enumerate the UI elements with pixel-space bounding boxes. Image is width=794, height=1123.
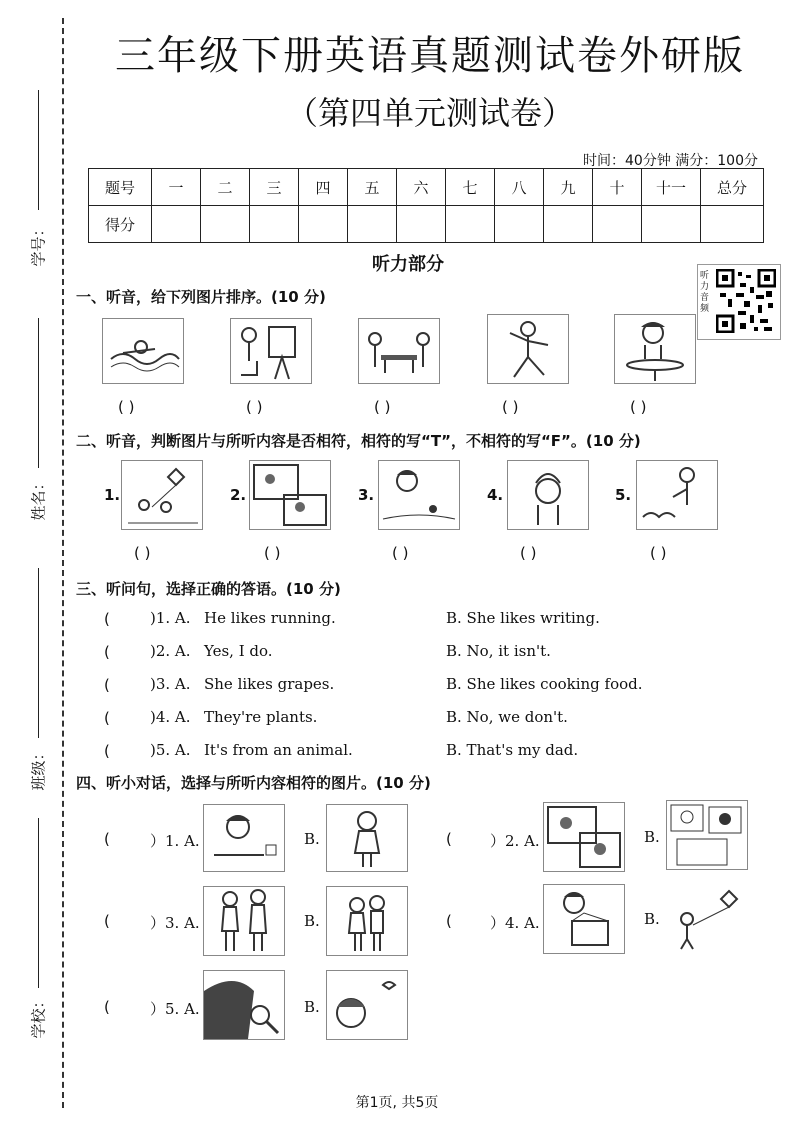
question-number: )2. A. bbox=[150, 642, 191, 660]
answer-blank[interactable]: ( bbox=[446, 830, 452, 848]
table-cell: 题号 bbox=[89, 169, 152, 206]
option-b[interactable]: B. She likes writing. bbox=[446, 609, 600, 627]
option-a[interactable]: Yes, I do. bbox=[204, 642, 273, 660]
score-input-cell[interactable] bbox=[446, 206, 495, 243]
opera-mask-icon bbox=[508, 461, 588, 529]
section-1-heading: 一、听音，给下列图片排序。(10 分) bbox=[76, 288, 326, 306]
table-cell: 二 bbox=[201, 169, 250, 206]
option-b-label: B. bbox=[304, 912, 320, 930]
section-4-heading: 四、听小对话，选择与所听内容相符的图片。(10 分) bbox=[76, 774, 431, 792]
table-cell: 得分 bbox=[89, 206, 152, 243]
school-line bbox=[38, 818, 39, 988]
name-label: 姓名： bbox=[29, 475, 48, 521]
score-input-cell[interactable] bbox=[201, 206, 250, 243]
qr-code[interactable] bbox=[697, 264, 781, 340]
picture-kite-kids bbox=[121, 460, 203, 530]
question-number: ）3. A. bbox=[150, 914, 200, 932]
question-number: ）5. A. bbox=[150, 1000, 200, 1018]
table-cell: 一 bbox=[152, 169, 201, 206]
answer-blank[interactable]: ( ) bbox=[374, 398, 391, 416]
question-number: )5. A. bbox=[150, 741, 191, 759]
answer-blank[interactable]: ( ) bbox=[630, 398, 647, 416]
name-line bbox=[38, 318, 39, 468]
class-line bbox=[38, 568, 39, 738]
score-table-score-row bbox=[89, 206, 764, 243]
answer-blank[interactable]: ( bbox=[104, 643, 110, 661]
page-title: 三年级下册英语真题测试卷外研版 bbox=[115, 33, 745, 79]
boy-box-icon bbox=[544, 885, 624, 953]
time-info: 时间：40分钟 满分：100分 bbox=[583, 153, 758, 169]
option-a[interactable]: They're plants. bbox=[204, 708, 318, 726]
score-input-cell[interactable] bbox=[348, 206, 397, 243]
girl-singing-icon bbox=[327, 805, 407, 871]
option-b-picture[interactable] bbox=[326, 804, 408, 872]
option-a-picture[interactable] bbox=[203, 804, 285, 872]
woman-magnifier-icon bbox=[204, 971, 284, 1039]
option-b-picture[interactable] bbox=[666, 800, 748, 870]
answer-blank[interactable]: ( bbox=[104, 676, 110, 694]
item-number: 2. bbox=[230, 486, 247, 504]
answer-blank[interactable]: ( bbox=[104, 709, 110, 727]
question-number: )1. A. bbox=[150, 609, 191, 627]
answer-blank[interactable]: ( bbox=[104, 912, 110, 930]
qr-label: 听力音频 bbox=[700, 271, 710, 314]
taiji-icon bbox=[488, 315, 568, 383]
picture-boy-bug bbox=[378, 460, 460, 530]
item-number: 3. bbox=[358, 486, 375, 504]
answer-blank[interactable]: ( ) bbox=[502, 398, 519, 416]
score-input-cell[interactable] bbox=[642, 206, 701, 243]
answer-blank[interactable]: ( ) bbox=[520, 544, 537, 562]
table-cell: 八 bbox=[495, 169, 544, 206]
question-number: ）1. A. bbox=[150, 832, 200, 850]
option-b-picture[interactable] bbox=[326, 886, 408, 956]
animal-photos-icon bbox=[667, 801, 747, 869]
picture-drawing bbox=[230, 318, 312, 384]
binding-dashed-line bbox=[62, 18, 64, 1108]
family-photos-icon bbox=[544, 803, 624, 871]
option-a-picture[interactable] bbox=[203, 970, 285, 1040]
two-kids-icon bbox=[327, 887, 407, 955]
score-input-cell[interactable] bbox=[299, 206, 348, 243]
option-a-picture[interactable] bbox=[203, 886, 285, 956]
listening-heading: 听力部分 bbox=[372, 254, 444, 275]
table-cell: 四 bbox=[299, 169, 348, 206]
option-a-picture[interactable] bbox=[543, 884, 625, 954]
option-a-picture[interactable] bbox=[543, 802, 625, 872]
score-input-cell[interactable] bbox=[250, 206, 299, 243]
score-input-cell[interactable] bbox=[544, 206, 593, 243]
option-b-label: B. bbox=[304, 830, 320, 848]
item-number: 4. bbox=[487, 486, 504, 504]
option-b[interactable]: B. She likes cooking food. bbox=[446, 675, 643, 693]
question-number: )4. A. bbox=[150, 708, 191, 726]
item-number: 5. bbox=[615, 486, 632, 504]
picture-swimming bbox=[102, 318, 184, 384]
section-3-heading: 三、听问句，选择正确的答语。(10 分) bbox=[76, 580, 341, 598]
option-b[interactable]: B. No, we don't. bbox=[446, 708, 568, 726]
girl-writing-icon bbox=[204, 805, 284, 871]
ping-pong-icon bbox=[359, 319, 439, 383]
school-label: 学校： bbox=[29, 993, 48, 1039]
answer-blank[interactable]: ( ) bbox=[134, 544, 151, 562]
score-input-cell[interactable] bbox=[701, 206, 764, 243]
answer-blank[interactable]: ( ) bbox=[392, 544, 409, 562]
gardener-icon bbox=[637, 461, 717, 529]
option-b[interactable]: B. No, it isn't. bbox=[446, 642, 551, 660]
photos-icon bbox=[250, 461, 330, 529]
page-subtitle: （第四单元测试卷） bbox=[285, 94, 574, 132]
option-a[interactable]: She likes grapes. bbox=[204, 675, 335, 693]
drawing-icon bbox=[231, 319, 311, 383]
score-table-header-row bbox=[89, 169, 764, 206]
table-cell: 总分 bbox=[701, 169, 764, 206]
qr-code-icon bbox=[716, 269, 776, 333]
option-b-label: B. bbox=[644, 828, 660, 846]
class-label: 班级： bbox=[29, 745, 48, 791]
two-adults-icon bbox=[204, 887, 284, 955]
boy-table-icon bbox=[615, 315, 695, 383]
option-b[interactable]: B. That's my dad. bbox=[446, 741, 579, 759]
answer-blank[interactable]: ( ) bbox=[118, 398, 135, 416]
boy-kite-icon bbox=[667, 885, 747, 953]
score-input-cell[interactable] bbox=[593, 206, 642, 243]
answer-blank[interactable]: ( ) bbox=[650, 544, 667, 562]
picture-taiji bbox=[487, 314, 569, 384]
picture-ping-pong bbox=[358, 318, 440, 384]
table-cell: 十一 bbox=[642, 169, 701, 206]
picture-photos bbox=[249, 460, 331, 530]
section-2-heading: 二、听音，判断图片与所听内容是否相符，相符的写“T”，不相符的写“F”。(10 分) bbox=[76, 432, 641, 450]
kite-kids-icon bbox=[122, 461, 202, 529]
score-input-cell[interactable] bbox=[152, 206, 201, 243]
option-a[interactable]: He likes running. bbox=[204, 609, 336, 627]
item-number: 1. bbox=[104, 486, 121, 504]
score-input-cell[interactable] bbox=[397, 206, 446, 243]
score-table bbox=[88, 168, 764, 243]
table-cell: 三 bbox=[250, 169, 299, 206]
picture-boy-at-table bbox=[614, 314, 696, 384]
answer-blank[interactable]: ( ) bbox=[264, 544, 281, 562]
option-a[interactable]: It's from an animal. bbox=[204, 741, 353, 759]
boy-bug-icon bbox=[379, 461, 459, 529]
option-b-picture[interactable] bbox=[326, 970, 408, 1040]
table-cell: 五 bbox=[348, 169, 397, 206]
answer-blank[interactable]: ( bbox=[104, 610, 110, 628]
answer-blank[interactable]: ( bbox=[104, 742, 110, 760]
table-cell: 七 bbox=[446, 169, 495, 206]
table-cell: 十 bbox=[593, 169, 642, 206]
student-no-line bbox=[38, 90, 39, 210]
table-cell: 九 bbox=[544, 169, 593, 206]
answer-blank[interactable]: ( bbox=[446, 912, 452, 930]
question-number: ）2. A. bbox=[490, 832, 540, 850]
picture-gardener bbox=[636, 460, 718, 530]
girl-bird-icon bbox=[327, 971, 407, 1039]
answer-blank[interactable]: ( ) bbox=[246, 398, 263, 416]
option-b-picture[interactable] bbox=[666, 884, 748, 954]
swimming-icon bbox=[103, 319, 183, 383]
option-b-label: B. bbox=[644, 910, 660, 928]
question-number: )3. A. bbox=[150, 675, 191, 693]
option-b-label: B. bbox=[304, 998, 320, 1016]
page-footer: 第1页, 共5页 bbox=[355, 1095, 439, 1111]
score-input-cell[interactable] bbox=[495, 206, 544, 243]
answer-blank[interactable]: ( bbox=[104, 998, 110, 1016]
picture-opera bbox=[507, 460, 589, 530]
question-number: ）4. A. bbox=[490, 914, 540, 932]
table-cell: 六 bbox=[397, 169, 446, 206]
student-no-label: 学号： bbox=[29, 221, 48, 267]
answer-blank[interactable]: ( bbox=[104, 830, 110, 848]
